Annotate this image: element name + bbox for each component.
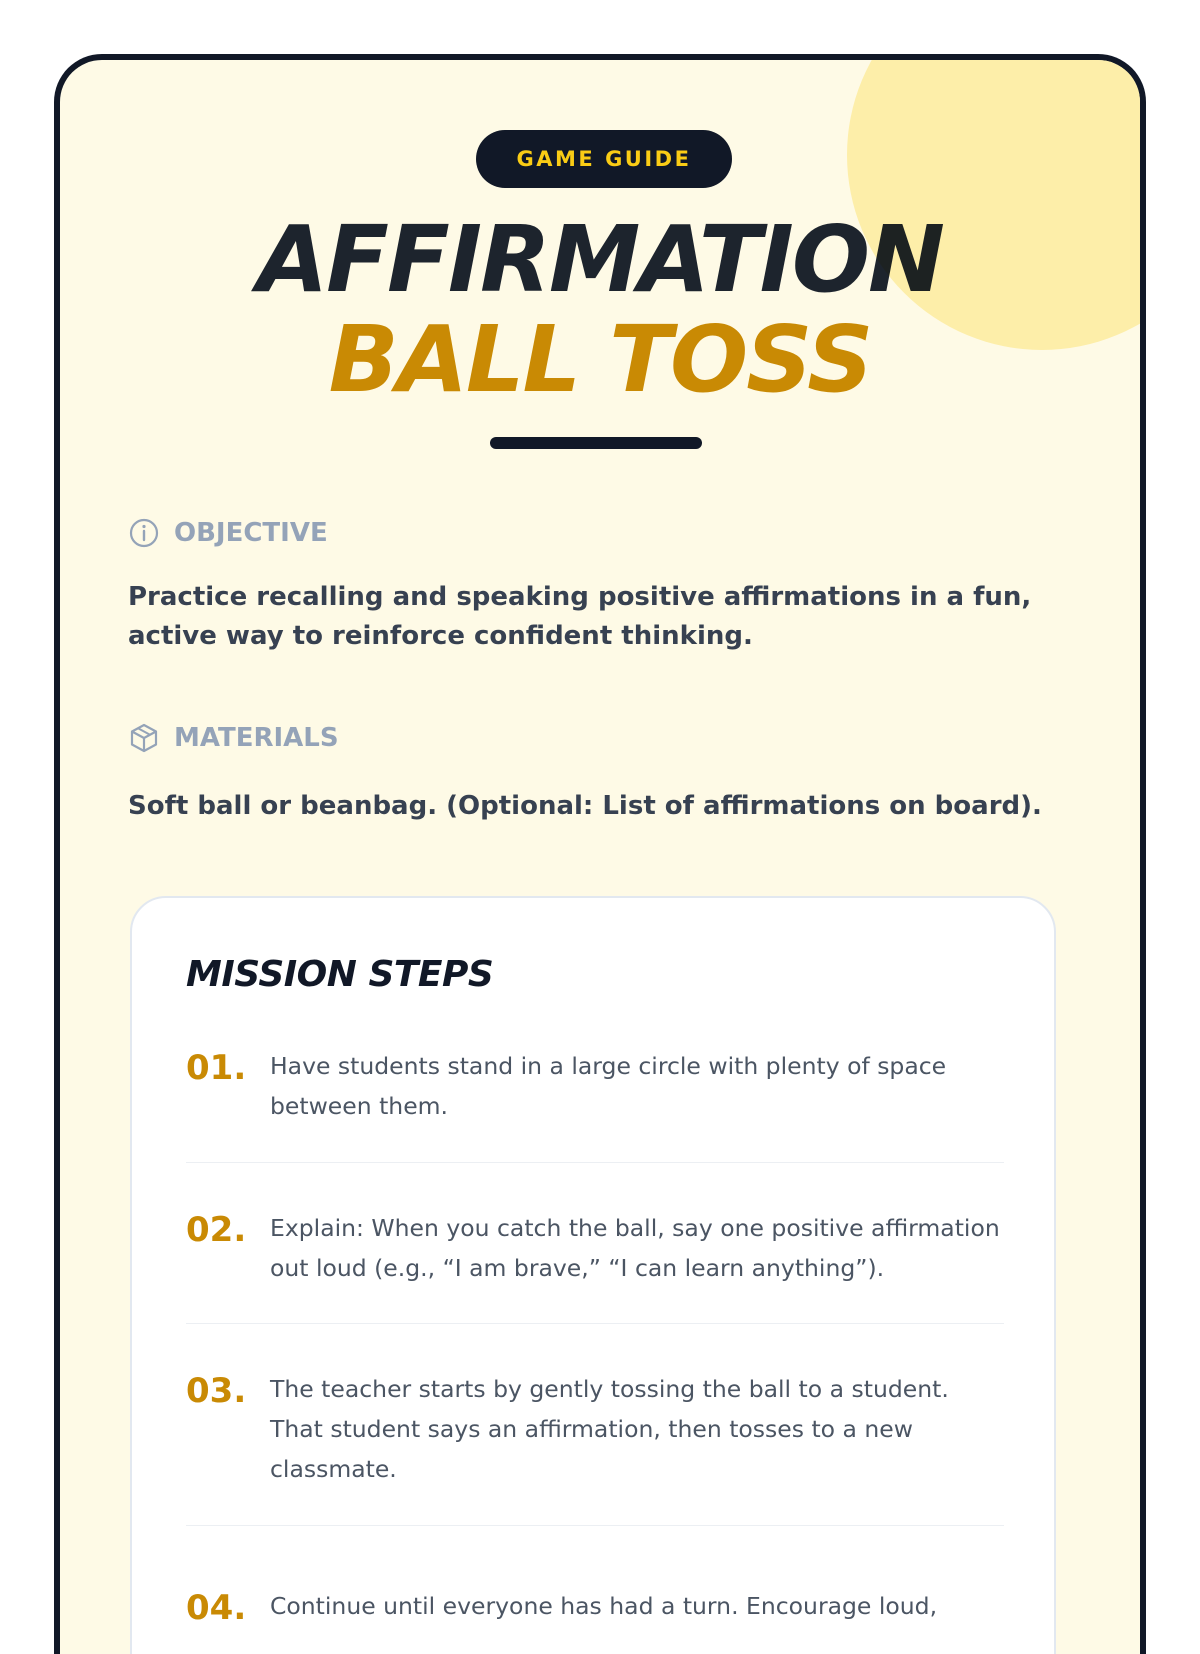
mission-steps-card [130, 896, 1056, 1654]
step-text: Continue until everyone has had a turn. Encourage loud, [270, 1592, 938, 1620]
title-line-2: BALL TOSS [328, 306, 872, 413]
box-icon [128, 722, 160, 754]
materials-text: Soft ball or beanbag. (Optional: List of affirmations on board). [128, 791, 1042, 821]
step-divider [186, 1323, 1004, 1324]
materials-heading: MATERIALS [174, 723, 339, 753]
materials-heading-row [128, 722, 339, 754]
game-guide-badge: GAME GUIDE [476, 130, 732, 188]
step-number: 02. [186, 1210, 247, 1250]
objective-heading-row [128, 517, 328, 549]
step-number: 01. [186, 1048, 247, 1088]
objective-text: Practice recalling and speaking positive affirmations in a fun, active way to reinforce confident thinking. [128, 582, 1032, 651]
title-underline [490, 437, 702, 449]
step-text: The teacher starts by gently tossing the ball to a student. That student says an affirmation, then tosses to a new classmate. [270, 1375, 949, 1483]
title-line-1: AFFIRMATION [256, 206, 944, 313]
game-guide-card [54, 54, 1146, 1654]
info-icon [128, 517, 160, 549]
step-number: 03. [186, 1371, 247, 1411]
objective-heading: OBJECTIVE [174, 518, 328, 548]
mission-steps-title: MISSION STEPS [186, 954, 494, 995]
step-text: Explain: When you catch the ball, say one positive affirmation out loud (e.g., “I am brave,” “I can learn anything”). [270, 1214, 1000, 1282]
step-number: 04. [186, 1588, 247, 1628]
step-text: Have students stand in a large circle with plenty of space between them. [270, 1052, 947, 1120]
step-divider [186, 1162, 1004, 1163]
step-divider [186, 1525, 1004, 1526]
